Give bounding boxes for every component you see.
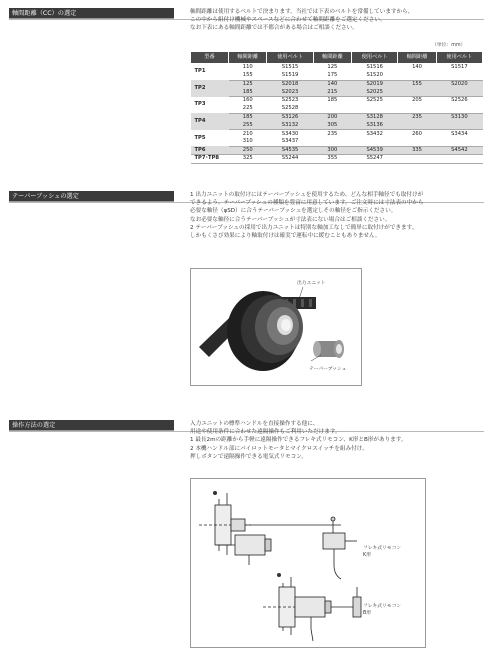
table-cell: S2528 xyxy=(267,105,313,113)
text-line: しかもくさび効果により軸取付けは確実で運転中に緩むこともありません。 xyxy=(190,233,381,240)
table-cell xyxy=(313,138,351,146)
table-cell: 250 xyxy=(229,146,267,154)
table-cell: 185 xyxy=(229,113,267,121)
label-line: フレキ式リモコン xyxy=(363,546,402,551)
table-cell: S1520 xyxy=(352,72,398,80)
table-cell: S5244 xyxy=(267,155,313,163)
text-line: なお下表にある軸間距離では不都合がある場合はご相談ください。 xyxy=(190,25,358,32)
table-cell: 225 xyxy=(229,105,267,113)
model-cell: TP1 xyxy=(191,64,229,81)
table-cell: S5247 xyxy=(352,155,398,163)
table-cell: S2023 xyxy=(267,88,313,96)
table-cell: 325 xyxy=(229,155,267,163)
table-cell: S2019 xyxy=(352,80,398,88)
table-cell: 185 xyxy=(313,97,351,105)
table-row xyxy=(191,113,483,121)
text-line: なお必要な軸径に合うテーパーブッシュが寸法表にない場合はご相談ください。 xyxy=(190,216,391,223)
table-cell: S4535 xyxy=(267,146,313,154)
remote-control-illustration xyxy=(191,479,425,647)
table-cell: 125 xyxy=(313,64,351,72)
table-cell: S2020 xyxy=(436,80,482,88)
text-line: 2 本機ハンドル部にパイロットモータとマイクロスイッチを組み付け、 xyxy=(190,445,368,452)
table-cell: S4542 xyxy=(436,146,482,154)
table-cell: 355 xyxy=(313,155,351,163)
table-cell xyxy=(436,138,482,146)
table-cell: S3130 xyxy=(436,113,482,121)
table-cell xyxy=(436,88,482,96)
table-header: 軸間距離 xyxy=(313,52,351,64)
text-line: できるよう、テーパーブッシュの種類を豊富に用意しています。ご注文時には寸法表の中から xyxy=(190,200,424,207)
label-line: B形 xyxy=(363,611,372,616)
table-row xyxy=(191,138,483,146)
table-row xyxy=(191,146,483,154)
section-heading-distance: 軸間距離（CC）の選定 xyxy=(9,8,174,19)
table-header: 軸間距離 xyxy=(229,52,267,64)
table-cell: 305 xyxy=(313,122,351,130)
table-cell xyxy=(398,72,436,80)
table-cell: 175 xyxy=(313,72,351,80)
operation-description xyxy=(190,420,407,461)
table-row xyxy=(191,155,483,163)
table-cell: S3132 xyxy=(267,122,313,130)
table-cell: 310 xyxy=(229,138,267,146)
taper-bush-label: テーパーブッシュ xyxy=(309,367,347,372)
section-heading-operation: 操作方法の選定 xyxy=(9,420,174,431)
table-cell: 210 xyxy=(229,130,267,138)
text-line: 用途や使用条件に合わせた遠隔操作もご利用いただけます。 xyxy=(190,429,341,436)
table-cell: 110 xyxy=(229,64,267,72)
table-header: 使用ベルト xyxy=(267,52,313,64)
table-cell xyxy=(436,155,482,163)
table-cell: S3128 xyxy=(352,113,398,121)
table-cell xyxy=(398,155,436,163)
table-cell: 155 xyxy=(398,80,436,88)
table-cell: S3126 xyxy=(267,113,313,121)
table-cell xyxy=(436,72,482,80)
table-cell: S1517 xyxy=(436,64,482,72)
table-header: 使用ベルト xyxy=(436,52,482,64)
table-cell xyxy=(436,105,482,113)
table-cell xyxy=(436,122,482,130)
table-cell: 205 xyxy=(398,97,436,105)
table-cell: 215 xyxy=(313,88,351,96)
table-header: 軸間距離 xyxy=(398,52,436,64)
table-cell: 300 xyxy=(313,146,351,154)
table-cell: 260 xyxy=(398,130,436,138)
table-cell: S2526 xyxy=(436,97,482,105)
text-line: 軸間距離は使用するベルトで決まります。当社では下表のベルトを常備していますから、 xyxy=(190,9,414,15)
distance-description xyxy=(190,8,413,33)
text-line: 1 出力ユニットの取付けにはテーパーブッシュを使用するため、どんな相手軸径でも取付けが xyxy=(190,192,424,198)
output-unit-figure xyxy=(190,268,362,386)
table-row xyxy=(191,88,483,96)
k-type-label xyxy=(363,545,401,559)
table-cell: 155 xyxy=(229,72,267,80)
table-row xyxy=(191,72,483,80)
table-cell: 235 xyxy=(313,130,351,138)
table-cell: 140 xyxy=(398,64,436,72)
table-cell: 255 xyxy=(229,122,267,130)
table-cell: S2025 xyxy=(352,88,398,96)
table-cell: S3136 xyxy=(352,122,398,130)
table-row xyxy=(191,122,483,130)
table-cell: 335 xyxy=(398,146,436,154)
table-cell xyxy=(398,138,436,146)
table-cell xyxy=(352,105,398,113)
table-cell xyxy=(398,88,436,96)
model-cell: TP2 xyxy=(191,80,229,97)
table-header: 使用ベルト xyxy=(352,52,398,64)
table-cell: S3432 xyxy=(352,130,398,138)
table-row xyxy=(191,64,483,72)
table-cell: S2523 xyxy=(267,97,313,105)
table-cell: S4539 xyxy=(352,146,398,154)
table-row xyxy=(191,80,483,88)
table-cell: S3434 xyxy=(436,130,482,138)
text-line: 2 テーパーブッシュの採用で出力ユニットは特別な軸加工なしで簡単に取付けができます。 xyxy=(190,224,418,231)
table-cell xyxy=(398,122,436,130)
table-cell: 160 xyxy=(229,97,267,105)
table-cell: 125 xyxy=(229,80,267,88)
table-cell: S2018 xyxy=(267,80,313,88)
table-header: 型番 xyxy=(191,52,229,64)
text-line: 1 最長2mの距離から手軽に遠隔操作できるフレキ式リモコン、K形とB形があります。 xyxy=(190,437,407,444)
output-unit-label: 出力ユニット xyxy=(297,281,326,286)
table-cell: 200 xyxy=(313,113,351,121)
belt-table xyxy=(190,51,483,164)
text-line: この中から組付け機械やスペースなどに合わせて軸間距離をご選定ください。 xyxy=(190,17,386,24)
model-cell: TP3 xyxy=(191,97,229,114)
text-line: 入力ユニットの標準ハンドルを直接操作する他に、 xyxy=(190,421,319,427)
table-cell: S1516 xyxy=(352,64,398,72)
model-cell: TP6 xyxy=(191,146,229,154)
table-cell xyxy=(352,138,398,146)
remote-control-figure xyxy=(190,478,426,648)
section-heading-taper: テーパーブッシュの選定 xyxy=(9,191,174,202)
taper-description xyxy=(190,191,423,240)
table-cell: S3430 xyxy=(267,130,313,138)
table-cell: S2525 xyxy=(352,97,398,105)
label-line: フレキ式リモコン xyxy=(363,604,402,609)
table-cell xyxy=(313,105,351,113)
text-line: 必要な軸径（φSD）に合うテーパーブッシュを選定しその軸径をご指示ください。 xyxy=(190,208,397,215)
model-cell: TP7･TP8 xyxy=(191,155,229,163)
table-row xyxy=(191,130,483,138)
b-type-label xyxy=(363,603,401,617)
table-cell: S3437 xyxy=(267,138,313,146)
label-line: K形 xyxy=(363,553,371,558)
text-line: 押しボタンで遠隔操作できる電気式リモコン。 xyxy=(190,453,308,460)
table-row xyxy=(191,105,483,113)
table-cell: 140 xyxy=(313,80,351,88)
table-cell xyxy=(398,105,436,113)
table-cell: S1519 xyxy=(267,72,313,80)
model-cell: TP5 xyxy=(191,130,229,147)
table-row xyxy=(191,97,483,105)
model-cell: TP4 xyxy=(191,113,229,130)
table-cell: S1515 xyxy=(267,64,313,72)
table-cell: 185 xyxy=(229,88,267,96)
unit-label: （単位：mm） xyxy=(432,43,466,48)
table-cell: 235 xyxy=(398,113,436,121)
